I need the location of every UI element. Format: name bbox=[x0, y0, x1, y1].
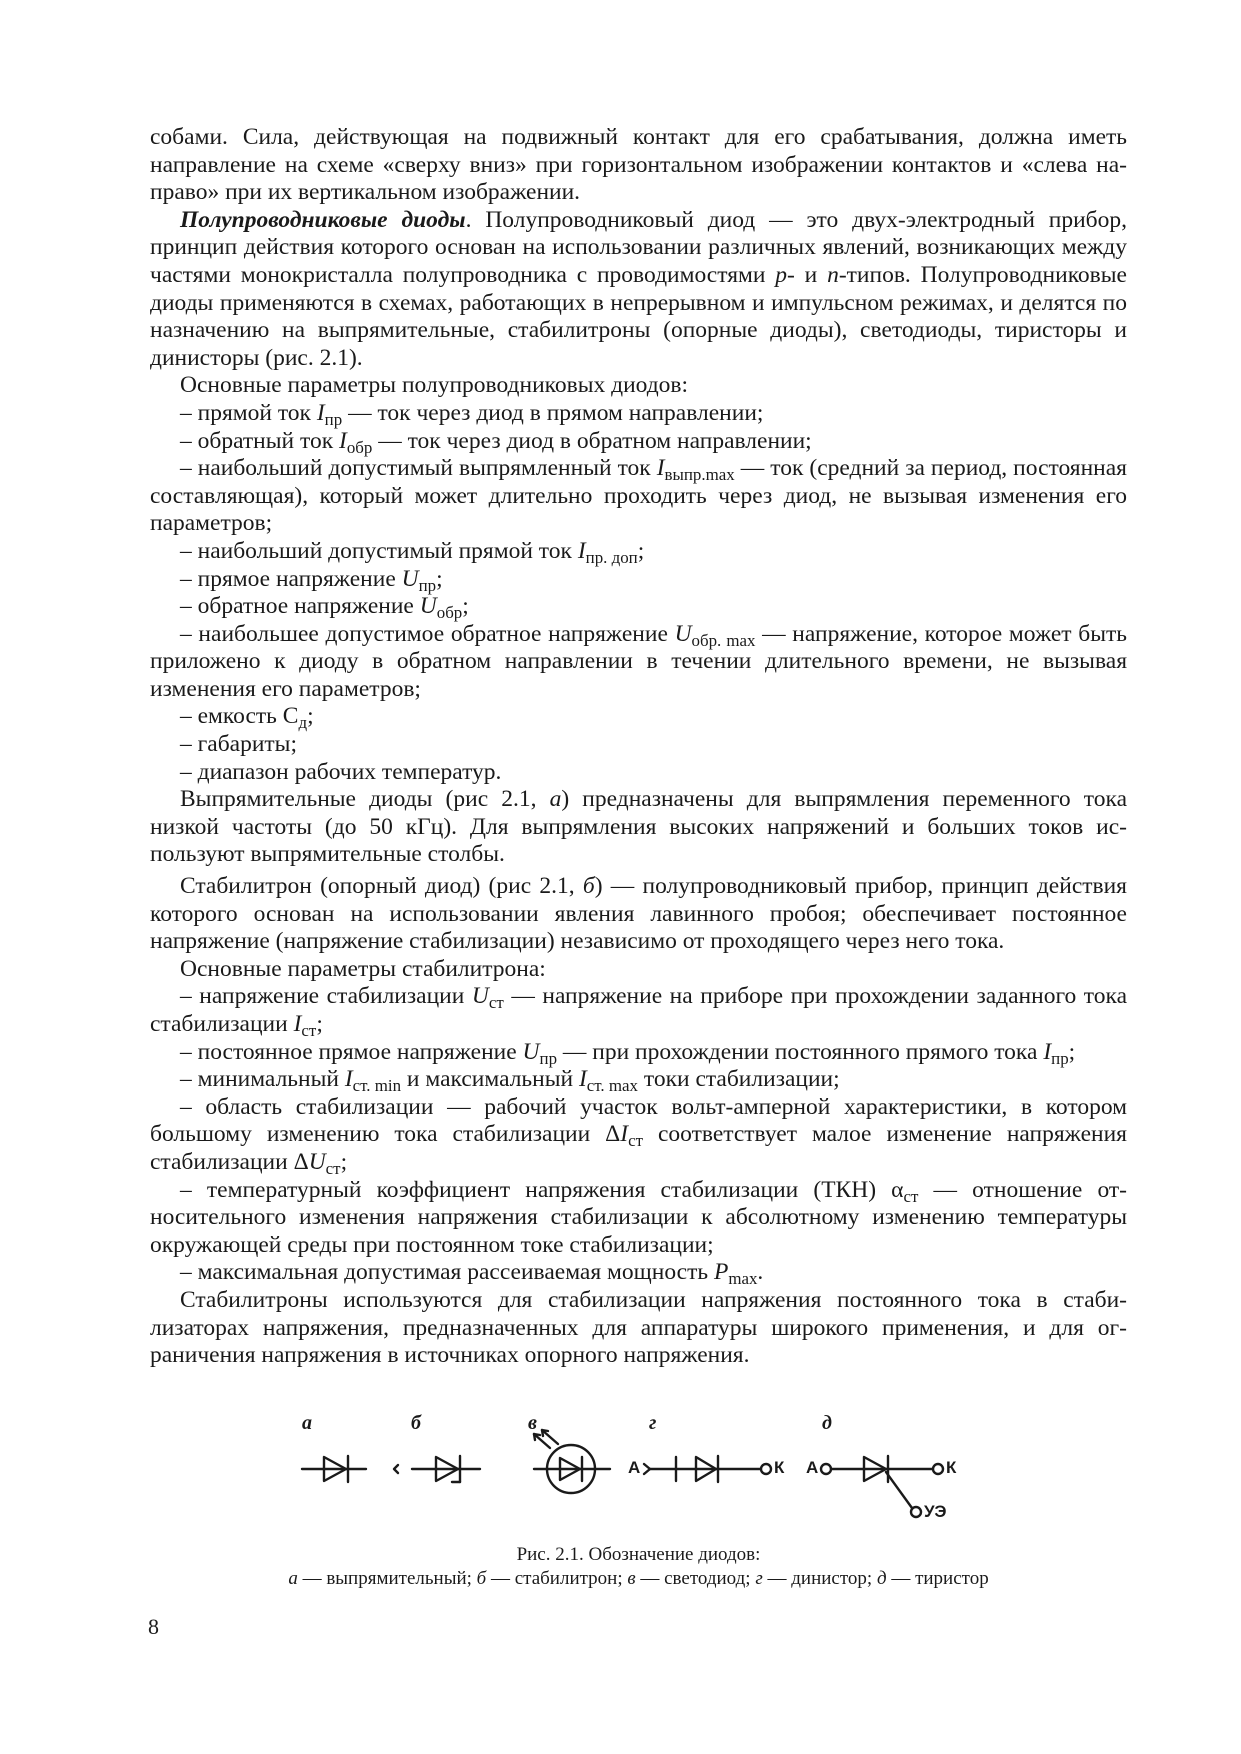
dinistor-anode-label: А bbox=[628, 1458, 641, 1477]
list-item: – напряжение стабилизации $U_{ст}$ — напряжение на приборе при прохождении заданного тока стабилизации $I_{ст}$; bbox=[150, 983, 1128, 1040]
list-item: – обратное напряжение $U_{обр}$; bbox=[180, 593, 469, 623]
paragraph-continuation: собами. Сила, действующая на подвижный контакт для его срабатывания, должна иметь направление на схеме «сверху вниз» при горизонтальном изображении контактов и «слева направо» при их вертикальном изображении. bbox=[150, 124, 1127, 206]
list-item: – диапазон рабочих температур. bbox=[180, 758, 502, 785]
paragraph-zener-params-intro: Основные параметры стабилитрона: bbox=[180, 955, 546, 982]
list-item: – емкость $С_д$; bbox=[180, 703, 314, 733]
led-symbol bbox=[534, 1430, 610, 1493]
list-item: – максимальная допустимая рассеиваемая мощность $P_{max}$. bbox=[180, 1259, 764, 1289]
list-item: – наибольший допустимый прямой ток $I_{пр. доп}$; bbox=[180, 537, 645, 567]
figure-caption-legend: а — выпрямительный; б — стабилитрон; в — светодиод; г — динистор; д — тиристор bbox=[288, 1568, 989, 1589]
list-item: – обратный ток $I_{обр}$ — ток через диод в обратном направлении; bbox=[180, 427, 812, 457]
zener-diode-symbol bbox=[412, 1456, 480, 1482]
figure-label-a: а bbox=[302, 1412, 312, 1434]
list-item: – наибольший допустимый выпрямленный ток $I_{выпр.max}$ — ток (средний за период, постоянная составляющая), который может длительно проходить через диод, не вызывая изменения его параметров; bbox=[150, 455, 1127, 537]
figure-label-b: б bbox=[411, 1412, 421, 1434]
list-item: – прямое напряжение $U_{пр}$; bbox=[180, 565, 443, 595]
paragraph-rectifier-diodes: Выпрямительные диоды (рис 2.1, а) предназначены для выпрямления переменного тока низкой частоты (до 50 кГц). Для выпрямления высоких напряжений и больших токов используют выпрямительные столбы. bbox=[150, 786, 1127, 868]
section-run-in-title: Полупроводниковые диоды bbox=[180, 206, 466, 233]
thyristor-gate-label: УЭ bbox=[924, 1502, 947, 1521]
thyristor-cathode-label: К bbox=[946, 1458, 957, 1477]
list-item: – температурный коэффициент напряжения стабилизации (ТКН) $\alpha_{ст}$ — отношение относительного изменения напряжения стабилизации к абсолютному изменению температуры окружающей среды при постоянном токе стабилизации; bbox=[150, 1176, 1127, 1258]
dinistor-symbol bbox=[644, 1456, 771, 1482]
dinistor-cathode-label: К bbox=[774, 1458, 785, 1477]
paragraph-semiconductor-diodes: Полупроводниковые диоды. Полупроводниковый диод — это двух-электродный прибор, принцип действия которого основан на использовании различных явлений, возникающих между частями монокристалла полупроводника с проводимостями p- и n-типов. Полупроводниковые диоды применяются в схемах, работающих в непрерывном и импульсном режимах, и делятся по назначению на выпрямительные, стабилитроны (опорные диоды), светодиоды, тиристоры и динисторы (рис. 2.1). bbox=[150, 206, 1127, 371]
figure-diode-symbols bbox=[150, 1412, 1127, 1522]
body-text bbox=[150, 124, 1127, 1370]
page-number: 8 bbox=[148, 1614, 159, 1639]
list-item: – минимальный $I_{ст. min}$ и максимальный $I_{ст. max}$ токи стабилизации; bbox=[180, 1066, 840, 1096]
paragraph-diode-params-intro: Основные параметры полупроводниковых диодов: bbox=[180, 372, 689, 399]
figure-label-d: д bbox=[822, 1412, 832, 1434]
rectifier-diode-symbol bbox=[302, 1456, 398, 1482]
figure-label-g: г bbox=[649, 1412, 657, 1434]
thyristor-anode-label: А bbox=[806, 1458, 819, 1477]
figure-caption-title: Рис. 2.1. Обозначение диодов: bbox=[516, 1544, 761, 1565]
list-item: – наибольшее допустимое обратное напряжение $U_{обр. max}$ — напряжение, которое может быть приложено к диоду в обратном направлении в течении длительного времени, не вызывая изменения его параметров; bbox=[150, 620, 1127, 702]
paragraph-zener-diode: Стабилитрон (опорный диод) (рис 2.1, б) — полупроводниковый прибор, принцип действия которого основан на использовании явления лавинного пробоя; обеспечивает постоянное напряжение (напряжение стабилизации) независимо от проходящего через него тока. bbox=[150, 873, 1127, 955]
list-item: – область стабилизации — рабочий участок вольт-амперной характеристики, в котором большому изменению тока стабилизации $\Delta I_{ст}$ соответствует малое изменение напряжения стабилизации $\Delta U_{ст}$; bbox=[150, 1093, 1127, 1178]
figure-label-v: в bbox=[528, 1412, 537, 1434]
list-item: – габариты; bbox=[180, 731, 297, 758]
list-item: – прямой ток $I_{пр}$ — ток через диод в прямом направлении; bbox=[180, 399, 764, 429]
paragraph-zener-usage: Стабилитроны используются для стабилизации напряжения постоянного тока в стабилизаторах напряжения, предназначенных для аппаратуры широкого применения, и для ограничения напряжения в источниках опорного напряжения. bbox=[150, 1286, 1127, 1369]
list-item: – постоянное прямое напряжение $U_{пр}$ — при прохождении постоянного прямого тока $I_{пр}$; bbox=[180, 1038, 1076, 1068]
